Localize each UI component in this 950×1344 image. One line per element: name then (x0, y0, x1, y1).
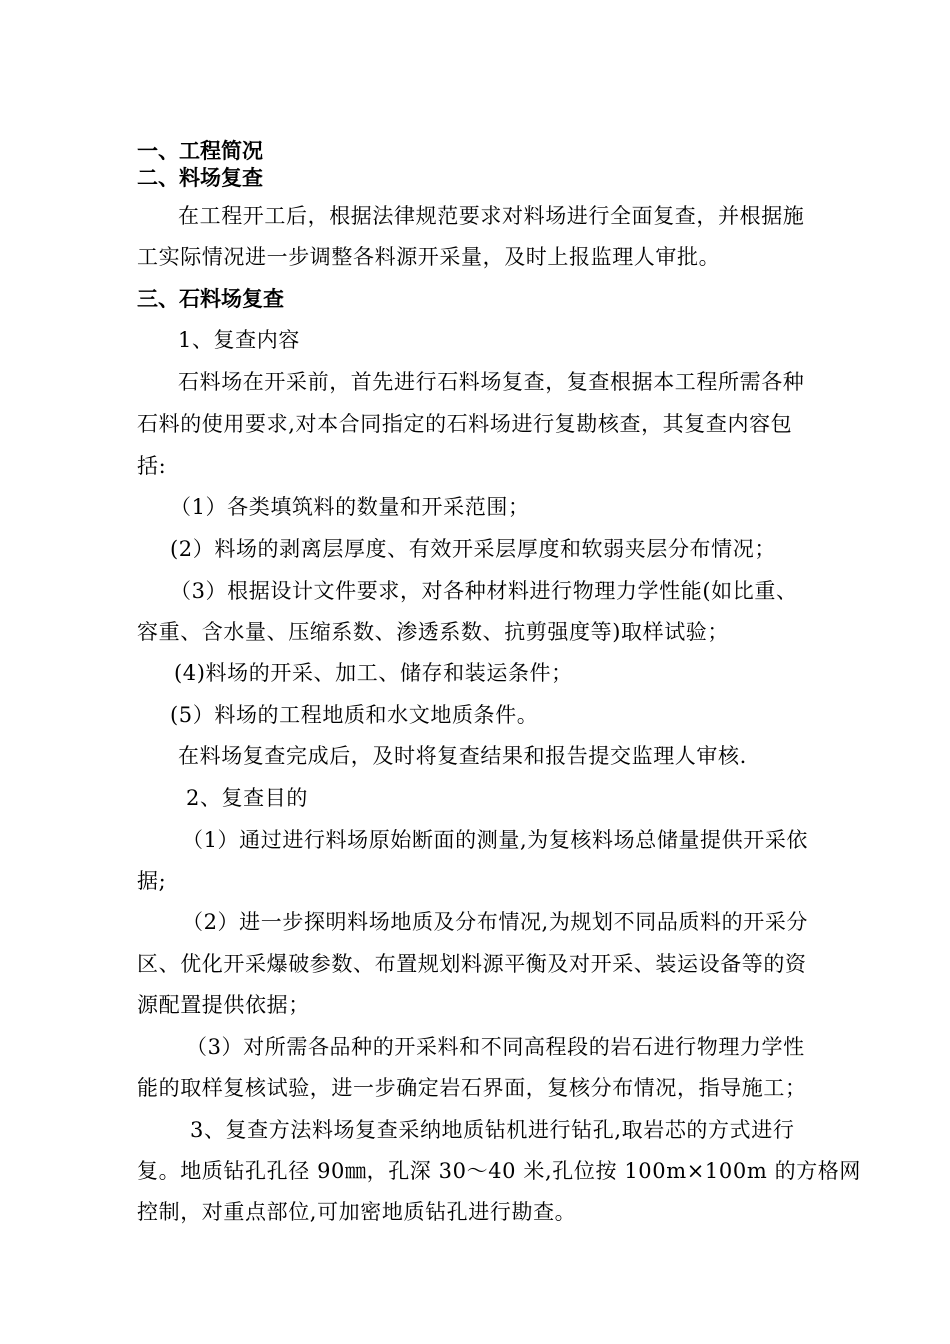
heading-stone-yard-review: 三、石料场复查 (137, 287, 284, 311)
paragraph-line: 复。地质钻孔孔径 90㎜，孔深 30～40 米,孔位按 100m×100m 的方格网 (137, 1159, 862, 1183)
paragraph-line: 括: (137, 454, 167, 478)
list-item: (5）料场的工程地质和水文地质条件。 (170, 703, 539, 727)
list-item: （2）进一步探明料场地质及分布情况,为规划不同品质料的开采分 (182, 910, 809, 934)
list-item-continuation: 能的取样复核试验，进一步确定岩石界面，复核分布情况，指导施工； (137, 1076, 807, 1100)
list-item: （3）对所需各品种的开采料和不同高程段的岩石进行物理力学性 (186, 1035, 805, 1059)
list-item-continuation: 区、优化开采爆破参数、布置规划料源平衡及对开采、装运设备等的资 (137, 952, 807, 976)
paragraph-line: 工实际情况进一步调整各料源开采量，及时上报监理人审批。 (137, 245, 721, 269)
list-item-continuation: 容重、含水量、压缩系数、渗透系数、抗剪强度等)取样试验； (137, 620, 729, 644)
paragraph-line: 在工程开工后，根据法律规范要求对料场进行全面复查，并根据施 (178, 204, 805, 228)
list-item: (4)料场的开采、加工、储存和装运条件； (174, 661, 573, 685)
list-item: (2）料场的剥离层厚度、有效开采层厚度和软弱夹层分布情况； (170, 537, 776, 561)
paragraph-line: 石料场在开采前，首先进行石料场复查，复查根据本工程所需各种 (178, 370, 805, 394)
list-item: （1）各类填筑料的数量和开采范围； (170, 495, 530, 519)
list-item-continuation: 据; (137, 869, 167, 893)
subsection-title-review-method: 3、复查方法料场复查采纳地质钻机进行钻孔,取岩芯的方式进行 (190, 1118, 795, 1142)
paragraph-line: 控制，对重点部位,可加密地质钻孔进行勘查。 (137, 1200, 577, 1224)
list-item: （1）通过进行料场原始断面的测量,为复核料场总储量提供开采依 (182, 828, 809, 852)
paragraph-line: 石料的使用要求,对本合同指定的石料场进行复勘核查，其复查内容包 (137, 412, 793, 436)
paragraph-line: 在料场复查完成后，及时将复查结果和报告提交监理人审核. (178, 744, 747, 768)
subsection-title-review-purpose: 2、复查目的 (186, 786, 308, 810)
subsection-title-review-content: 1、复查内容 (178, 328, 300, 352)
heading-material-yard-review: 二、料场复查 (137, 166, 263, 190)
list-item: （3）根据设计文件要求，对各种材料进行物理力学性能(如比重、 (170, 579, 798, 603)
list-item-continuation: 源配置提供依据； (137, 993, 310, 1017)
heading-project-overview: 一、工程简况 (137, 139, 263, 163)
